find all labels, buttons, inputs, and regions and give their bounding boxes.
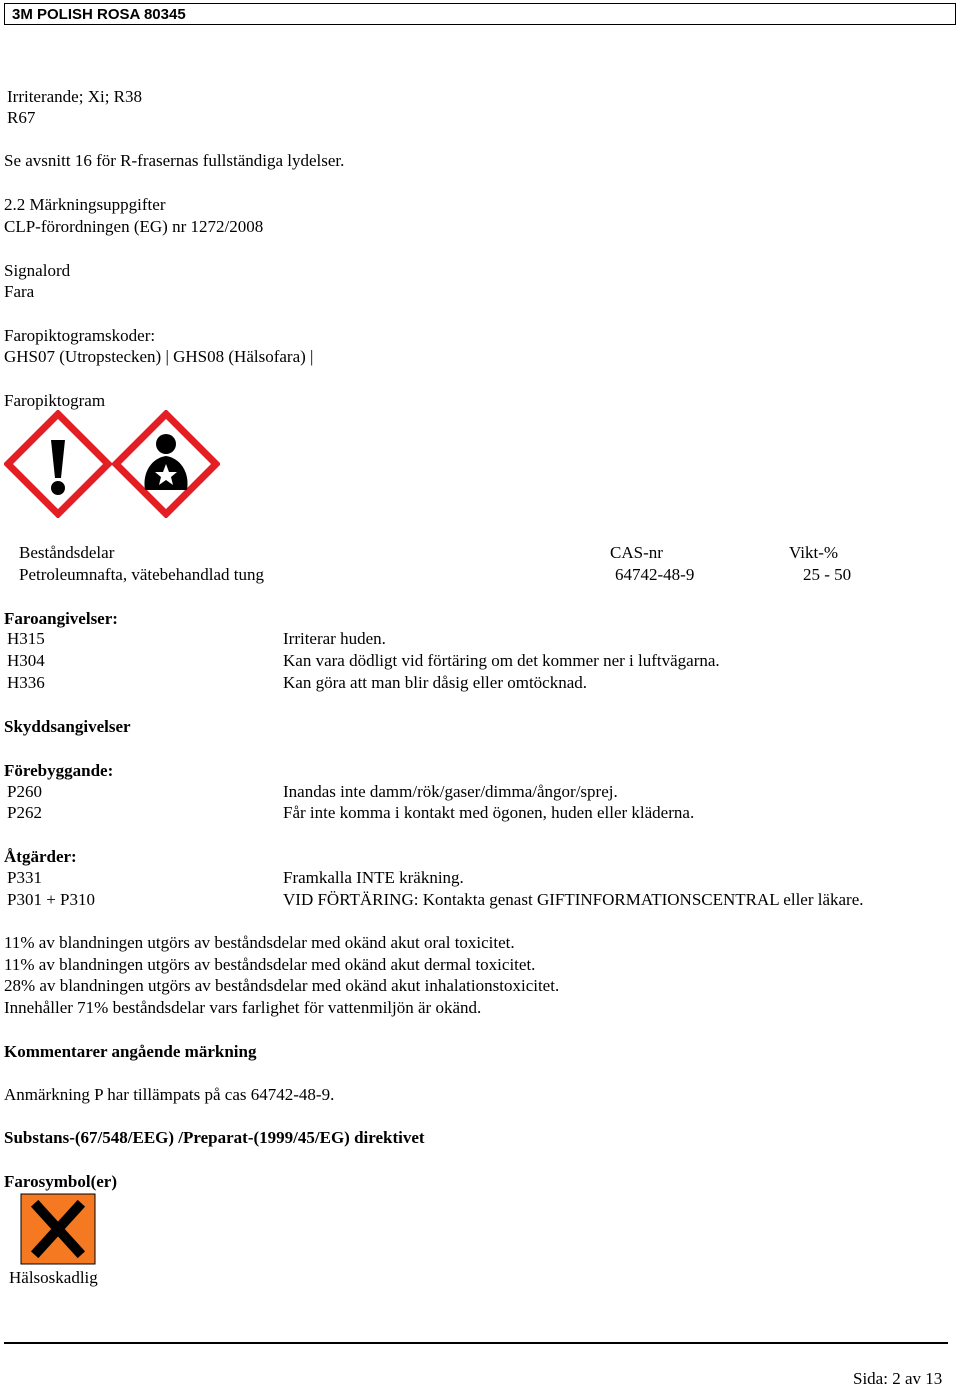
ingredient-weight: 25 - 50 [803,565,852,584]
regulation-text: CLP-förordningen (EG) nr 1272/2008 [4,217,264,236]
harmful-cross-icon [20,1193,96,1265]
toxicity-note: 11% av blandningen utgörs av beståndsdelar med okänd akut oral toxicitet. [4,933,515,952]
toxicity-note: Innehåller 71% beståndsdelar vars farlighet för vattenmiljön är okänd. [4,998,482,1017]
precaution-text: Inandas inte damm/rök/gaser/dimma/ångor/sprej. [283,782,618,801]
signal-word: Fara [4,282,35,301]
section-heading: 2.2 Märkningsuppgifter [4,195,166,214]
hazard-text: Kan göra att man blir dåsig eller omtöcknad. [283,673,588,692]
page-number: Sida: 2 av 13 [853,1369,943,1388]
footer-divider [4,1342,948,1344]
precaution-code: P301 + P310 [7,890,95,909]
column-header-weight: Vikt-% [789,543,839,562]
hazard-code: H304 [7,651,45,670]
precaution-text: Framkalla INTE kräkning. [283,868,464,887]
hazard-text: Irriterar huden. [283,629,386,648]
header-box [4,3,956,25]
ingredient-name: Petroleumnafta, vätebehandlad tung [19,565,264,584]
pictogram-codes-label: Faropiktogramskoder: [4,326,156,345]
precaution-code: P262 [7,803,42,822]
column-header-cas: CAS-nr [610,543,663,562]
classification-line: Irriterande; Xi; R38 [7,87,143,106]
classification-line: R67 [7,108,36,127]
hazard-code: H315 [7,629,45,648]
hazard-code: H336 [7,673,45,692]
directive-heading: Substans-(67/548/EEG) /Preparat-(1999/45/EG) direktivet [4,1128,425,1147]
precaution-code: P331 [7,868,42,887]
exclamation-mark-icon [4,410,112,518]
precaution-text: Får inte komma i kontakt med ögonen, huden eller kläderna. [283,803,695,822]
hazard-symbols-heading: Farosymbol(er) [4,1172,117,1191]
precaution-code: P260 [7,782,42,801]
comments-heading: Kommentarer angående märkning [4,1042,257,1061]
column-header-ingredient: Beståndsdelar [19,543,115,562]
precautionary-heading: Skyddsangivelser [4,717,131,736]
hazard-symbol-caption: Hälsoskadlig [9,1268,98,1287]
comments-text: Anmärkning P har tillämpats på cas 64742-48-9. [4,1085,335,1104]
signal-word-label: Signalord [4,261,71,280]
pictogram-codes: GHS07 (Utropstecken) | GHS08 (Hälsofara) | [4,347,314,366]
prevention-label: Förebyggande: [4,761,114,780]
toxicity-note: 28% av blandningen utgörs av beståndsdelar med okänd akut inhalationstoxicitet. [4,976,560,995]
hazard-text: Kan vara dödligt vid förtäring om det kommer ner i luftvägarna. [283,651,720,670]
document-title: 3M POLISH ROSA 80345 [12,6,186,23]
hazard-statements-label: Faroangivelser: [4,609,118,628]
pictogram-label: Faropiktogram [4,391,106,410]
classification-note: Se avsnitt 16 för R-frasernas fullständiga lydelser. [4,151,345,170]
health-hazard-icon [112,410,220,518]
response-label: Åtgärder: [4,847,77,866]
precaution-text: VID FÖRTÄRING: Kontakta genast GIFTINFORMATIONSCENTRAL eller läkare. [283,890,864,909]
ingredient-cas: 64742-48-9 [615,565,695,584]
toxicity-note: 11% av blandningen utgörs av beståndsdelar med okänd akut dermal toxicitet. [4,955,536,974]
